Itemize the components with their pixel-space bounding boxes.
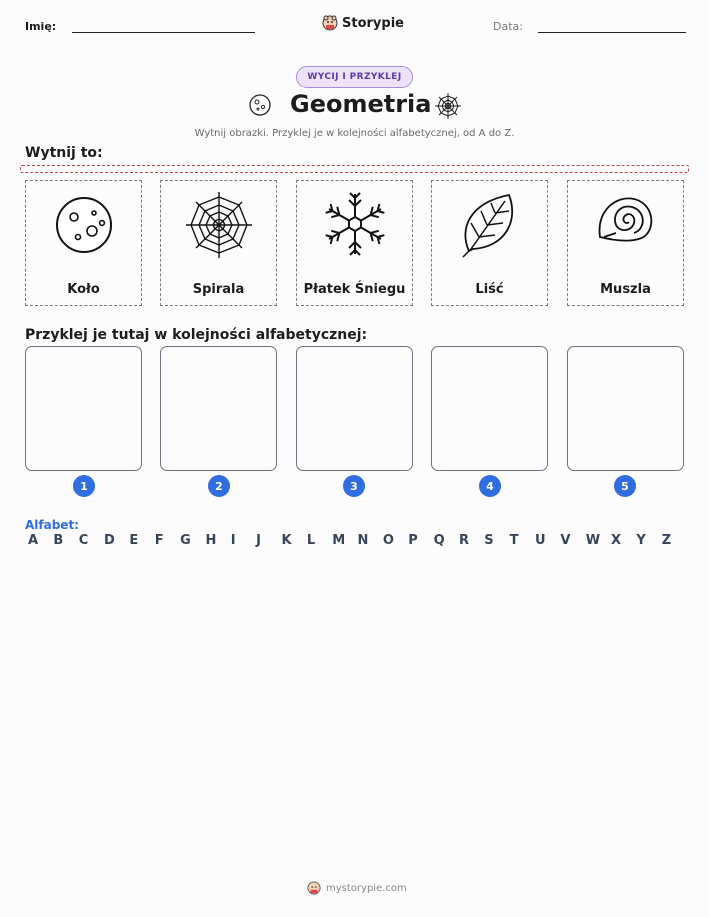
spider-web-icon [183,189,255,261]
footer-url[interactable]: mystorypie.com [326,882,407,894]
cut-card-snowflake[interactable] [296,180,413,306]
cut-section-heading: Wytnij to: [25,145,103,161]
paste-section-heading: Przyklej je tutaj w kolejności alfabetycznej: [25,327,368,343]
card-label: Koło [67,282,100,297]
slot-number-badge: 4 [479,475,501,497]
alphabet-letter: S [484,533,494,548]
alphabet-letter: T [509,533,519,548]
alphabet-letter: O [382,533,394,548]
alphabet-letter: A [28,533,39,548]
date-line[interactable] [538,32,686,33]
cut-card-leaf[interactable] [431,180,548,306]
cut-line [20,165,689,173]
paste-slot-4[interactable] [431,346,548,471]
activity-badge: WYCIJ I PRZYKLEJ [296,66,413,88]
instructions: Wytnij obrazki. Przyklej je w kolejności alfabetycznej, od A do Z. [194,128,515,139]
paste-slot-3[interactable] [296,346,413,471]
card-label: Liść [475,282,504,297]
alphabet-letter: R [458,533,469,548]
slot-number-badge: 2 [208,475,230,497]
mascot-icon [307,881,321,895]
alphabet-letter: Z [661,533,672,548]
name-label: Imię: [25,20,57,33]
spider-web-icon [434,92,462,120]
alphabet-letter: I [230,533,236,548]
card-label: Muszla [600,282,651,297]
cut-card-spiral[interactable] [160,180,277,306]
alphabet-letter: N [357,533,369,548]
alphabet-letter: G [180,533,191,548]
alphabet-letter: V [560,533,571,548]
date-label: Data: [493,20,523,33]
paste-slot-1[interactable] [25,346,142,471]
alphabet-letter: X [611,533,622,548]
mascot-icon [322,15,338,31]
alphabet-row [28,533,692,551]
footer [307,878,407,898]
slot-number-badge: 3 [343,475,365,497]
moon-icon [52,189,116,253]
alphabet-letter: Q [433,533,445,548]
slot-number-badge: 5 [614,475,636,497]
slot-number-badge: 1 [73,475,95,497]
alphabet-letter: M [332,533,346,548]
alphabet-letter: U [535,533,546,548]
alphabet-letter: C [78,533,89,548]
alphabet-letter: H [205,533,217,548]
leaf-icon [457,189,523,261]
alphabet-letter: K [281,533,292,548]
brand-logo [322,12,404,34]
card-label: Spirala [192,282,245,297]
page-title: Geometria [290,90,432,118]
name-line[interactable] [72,32,255,33]
alphabet-letter: W [585,533,601,548]
alphabet-letter: F [154,533,164,548]
alphabet-letter: J [256,533,261,548]
alphabet-label: Alfabet: [25,518,79,532]
alphabet-letter: P [408,533,418,548]
alphabet-letter: D [104,533,115,548]
card-label: Płatek Śniegu [303,282,406,297]
paste-slot-2[interactable] [160,346,277,471]
snowflake-icon [322,189,388,259]
alphabet-letter: B [53,533,64,548]
cut-card-shell[interactable] [567,180,684,306]
paste-slot-5[interactable] [567,346,684,471]
snail-shell-icon [594,189,658,249]
alphabet-letter: L [306,533,316,548]
brand-name: Storypie [342,15,404,31]
moon-icon [248,93,272,117]
cut-card-circle[interactable] [25,180,142,306]
alphabet-letter: E [129,533,139,548]
alphabet-letter: Y [636,533,646,548]
